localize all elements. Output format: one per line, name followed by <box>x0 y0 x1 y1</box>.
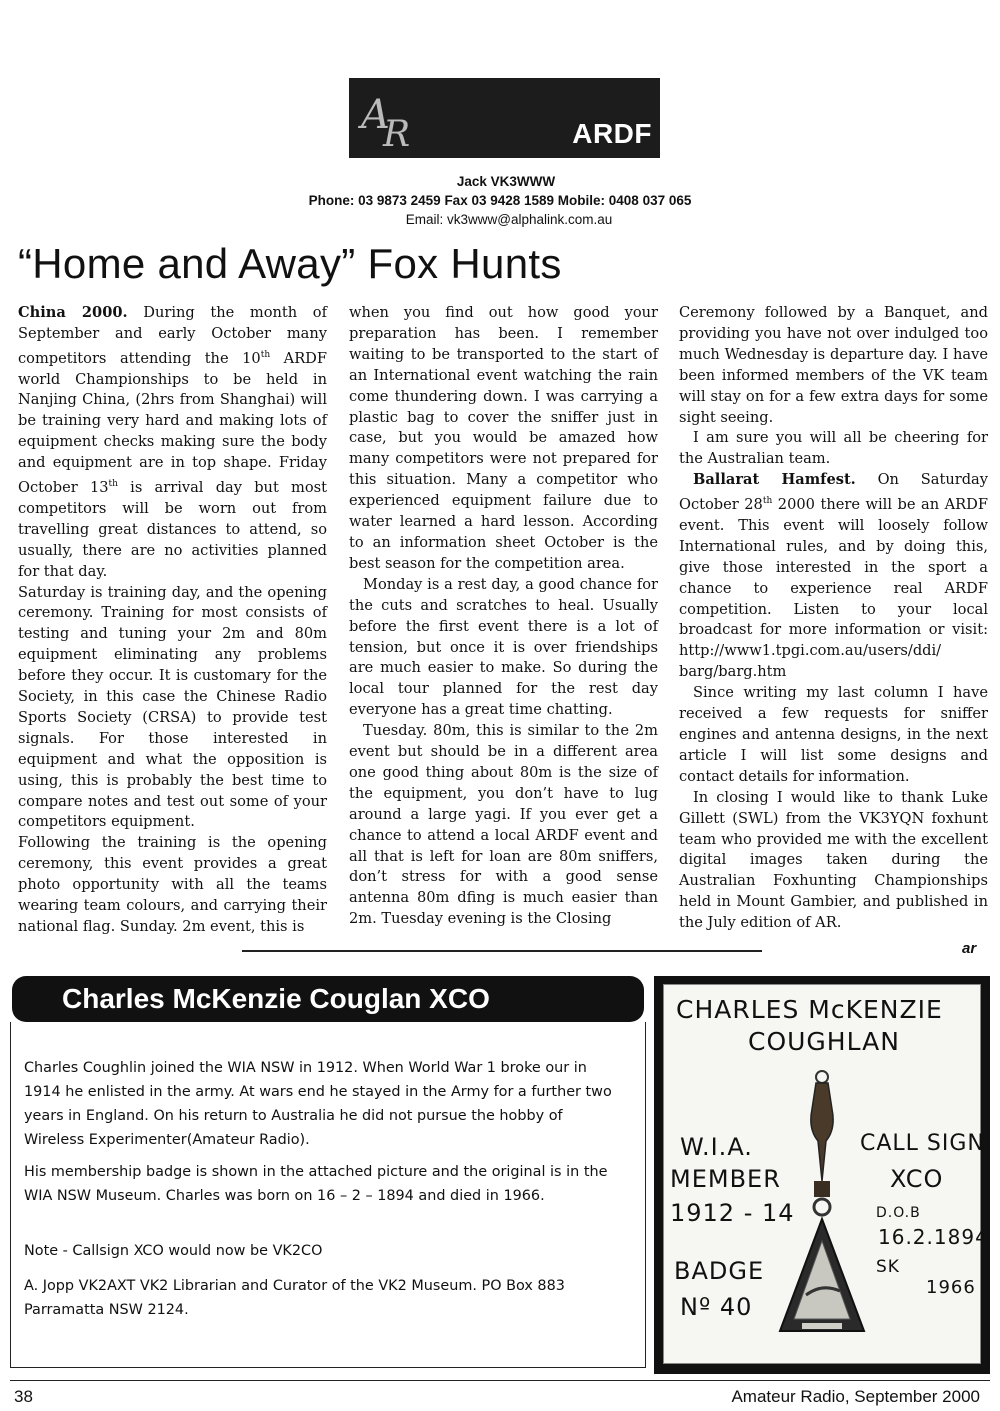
paragraph: Following the training is the opening ceremony, this event provides a great photo opportunity with all the teams wearing team colours, and carrying their national flag. Sunday. 2m event, this is <box>18 834 327 935</box>
article-column-2 <box>349 303 658 930</box>
card-member: MEMBER <box>670 1165 781 1193</box>
superscript: th <box>762 496 773 507</box>
card-years: 1912 - 14 <box>670 1199 795 1227</box>
feature-paragraph: His membership badge is shown in the attached picture and the original is in the WIA NSW Museum. Charles was born on 16 – 2 – 1894 and died in 1966. <box>24 1164 608 1204</box>
card-dob-label: D.O.B <box>876 1205 921 1221</box>
feature-paragraph: Charles Coughlin joined the WIA NSW in 1912. When World War 1 broke our in 1914 he enlisted in the army. At wars end he stayed in the Army for a further two years in England. On his return to Australia he did not pursue the hobby of Wireless Experimenter(Amateur Radio). <box>24 1060 612 1148</box>
divider-rule <box>242 950 762 952</box>
paragraph: Monday is a rest day, a good chance for the cuts and scratches to heal. Usually before the first event there is a lot of tension, but once it is over friendships are much easier to make. So during the local tour planned for the rest day everyone has a great time chatting. <box>349 575 658 719</box>
paragraph: I am sure you will all be cheering for the Australian team. <box>679 429 988 468</box>
card-badge-number: Nº 40 <box>680 1293 753 1321</box>
paragraph: Ceremony followed by a Banquet, and providing you have not over indulged too much Wednesday is departure day. I have been informed members of the VK team will stay on for a few extra days for some sight seeing. <box>679 304 988 426</box>
footer-rule <box>10 1380 990 1381</box>
membership-badge-icon <box>772 1069 872 1359</box>
card-wia: W.I.A. <box>680 1133 753 1161</box>
paragraph-text: During the month of September and early October many competitors attending the 10 <box>18 304 327 367</box>
ar-logo-icon <box>357 88 427 150</box>
badge-card <box>663 984 989 1364</box>
svg-text:A: A <box>361 92 390 138</box>
article-signoff: ar <box>962 940 977 957</box>
card-sk-year: 1966 <box>926 1277 976 1298</box>
superscript: th <box>108 479 118 490</box>
feature-paragraph: A. Jopp VK2AXT VK2 Librarian and Curator of the VK2 Museum. PO Box 883 Parramatta NSW 2124. <box>24 1278 565 1318</box>
author-name: Jack VK3WWW <box>456 174 556 189</box>
superscript: th <box>260 349 271 360</box>
card-call-sign: XCO <box>890 1165 944 1193</box>
paragraph-lead: Ballarat Hamfest. <box>693 471 856 489</box>
phone-line: Phone: 03 9873 2459 Fax 03 9428 1589 Mobile: 0408 037 065 <box>308 193 692 208</box>
card-dob: 16.2.1894 <box>878 1225 989 1249</box>
paragraph: In closing I would like to thank Luke Gillett (SWL) from the VK3YQN foxhunt team who provided me with the excellent digital images taken during the Australian Foxhunting Championships held in Mount Gambier, and published in the July edition of AR. <box>679 788 988 932</box>
page-number: 38 <box>14 1387 33 1406</box>
feature-paragraph: Note - Callsign XCO would now be VK2CO <box>24 1243 323 1259</box>
article-column-1 <box>18 303 327 938</box>
paragraph-text: is arrival day but most competitors will be worn out from travelling great distances to attend, so usually, there are no activities planned for that day. <box>18 478 327 580</box>
section-label: ARDF <box>572 118 652 149</box>
article-title: “Home and Away” Fox Hunts <box>18 240 562 287</box>
magazine-issue: Amateur Radio, September 2000 <box>731 1387 980 1406</box>
paragraph-lead: China 2000. <box>18 304 128 321</box>
paragraph-text: ARDF world Championships to be held in Nanjing China, (2hrs from Shanghai) will be training very hard and making lots of equipment checks making sure the body and equipment are in top shape. Friday October 13 <box>18 349 328 496</box>
paragraph <box>18 303 327 583</box>
card-call-sign-label: CALL SIGN <box>860 1131 985 1156</box>
article-column-3 <box>679 303 988 934</box>
paragraph: when you find out how good your preparation has been. I remember waiting to be transported to the start of an International event watching the rain come thundering down. I was carrying a plastic bag to cover the sniffer just in case, but you would be amazed how many competitors were not prepared for this situation. Many a competitor who experienced equipment failure due to water learned a hard lesson. According to an information sheet October is the best season for the competition area. <box>349 304 658 572</box>
svg-text:R: R <box>383 114 411 150</box>
card-sk-label: SK <box>876 1257 900 1277</box>
paragraph: Since writing my last column I have received a few requests for sniffer engines and antenna designs, in the next article I will list some designs and contact details for information. <box>679 684 988 785</box>
card-name-line-2: COUGHLAN <box>748 1027 900 1056</box>
paragraph-text: On Saturday October 28 <box>679 471 988 514</box>
paragraph: Saturday is training day, and the opening ceremony. Training for most consists of testing and tuning your 2m and 80m equipment eliminating any problems before they occur. It is customary for the Society, in this case the Chinese Radio Sports Society (CRSA) to provide test signals. For those interested in equipment and what the opposition is using, this is probably the best time to compare notes and test out some of your competitors equipment. <box>18 583 327 831</box>
paragraph-text: 2000 there will be an ARDF event. This event will loosely follow International rules, and by doing this, give those interested in the sport a chance to experience real ARDF competition. Listen to your local broadcast for more information or visit: http://www1.tpgi.com.au/users/ddi/ barg/barg.htm <box>679 496 988 681</box>
feature-title: Charles McKenzie Couglan XCO <box>62 983 490 1014</box>
section-banner <box>349 78 660 158</box>
paragraph <box>679 470 988 683</box>
email-line: Email: vk3www@alphalink.com.au <box>405 212 613 227</box>
card-badge: BADGE <box>674 1257 765 1285</box>
paragraph: Tuesday. 80m, this is similar to the 2m event but should be in a different area one good thing about 80m is the size of the equipment, you don’t have to lug around a large yagi. If you ever get a chance to attend a local ARDF event and all that is left for loan are 80m sniffers, don’t stress for with a good sense antenna 80m dfing is much easier than 2m. Tuesday evening is the Closing <box>349 722 658 928</box>
card-name-line-1: CHARLES McKENZIE <box>676 995 943 1024</box>
